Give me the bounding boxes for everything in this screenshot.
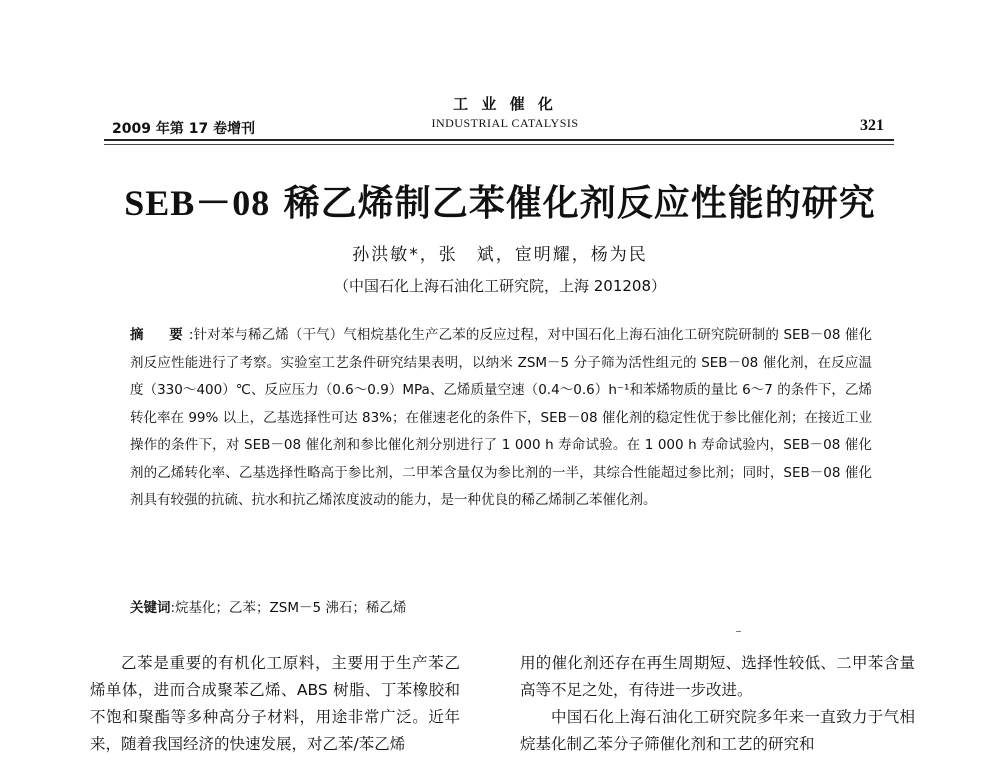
- abstract: [130, 322, 872, 515]
- body-paragraph: 用的催化剂还存在再生周期短、选择性较低、二甲苯含量高等不足之处，有待进一步改进。: [520, 654, 915, 699]
- separator-mark: [736, 631, 741, 632]
- header-rule-thick: [104, 139, 894, 141]
- keywords-text: :烷基化；乙苯；ZSM－5 沸石；稀乙烯: [170, 600, 407, 616]
- author-list: 孙洪敏*，张 斌，宦明耀，杨为民: [352, 245, 648, 265]
- header-issue: 2009 年第 17 卷增刊: [112, 121, 256, 137]
- title-latin-part: SEB－08: [124, 183, 271, 223]
- header-journal: [380, 94, 630, 132]
- body-paragraph: 乙苯是重要的有机化工原料，主要用于生产苯乙烯单体，进而合成聚苯乙烯、ABS 树脂、丁苯橡胶和不饱和聚酯等多种高分子材料，用途非常广泛。近年来，随着我国经济的快速发展，对乙苯/苯乙烯: [90, 654, 460, 753]
- page-number: 321: [860, 117, 884, 134]
- abstract-label: 摘 要: [130, 327, 189, 343]
- header-rule-thin: [104, 144, 894, 145]
- journal-title-en: INDUSTRIAL CATALYSIS: [431, 116, 579, 130]
- body-column-right: [520, 650, 915, 758]
- abstract-text: :针对苯与稀乙烯（干气）气相烷基化生产乙苯的反应过程，对中国石化上海石油化工研究院研制的 SEB－08 催化剂反应性能进行了考察。实验室工艺条件研究结果表明，以纳米 ZSM－5 分子筛为活性组元的 SEB－08 催化剂，在反应温度（330～400）℃、反应压力（0.6～0.9）MPa、乙烯质量空速（0.4～0.6）h⁻¹和苯烯物质的量比 6～7 的条件下，乙烯转化率在 99% 以上，乙基选择性可达 83%；在催速老化的条件下，SEB－08 催化剂的稳定性优于参比催化剂；在接近工业操作的条件下，对 SEB－08 催化剂和参比催化剂分别进行了 1 000 h 寿命试验。在 1 000 h 寿命试验内，SEB－08 催化剂的乙烯转化率、乙基选择性略高于参比剂，二甲苯含量仅为参比剂的一半，其综合性能超过参比剂；同时，SEB－08 催化剂具有较强的抗硫、抗水和抗乙烯浓度波动的能力，是一种优良的稀乙烯制乙苯催化剂。: [130, 327, 873, 508]
- keywords: [130, 596, 872, 620]
- affiliation: （中国石化上海石油化工研究院，上海 201208）: [333, 277, 667, 295]
- keywords-label: 关键词: [130, 600, 171, 616]
- body-column-left: [90, 650, 460, 758]
- journal-title-cn: 工 业 催 化: [453, 95, 557, 113]
- title-cn-part: 稀乙烯制乙苯催化剂反应性能的研究: [270, 183, 876, 224]
- article-title: [100, 180, 900, 227]
- body-paragraph: 中国石化上海石油化工研究院多年来一直致力于气相烷基化制乙苯分子筛催化剂和工艺的研究和: [520, 708, 915, 753]
